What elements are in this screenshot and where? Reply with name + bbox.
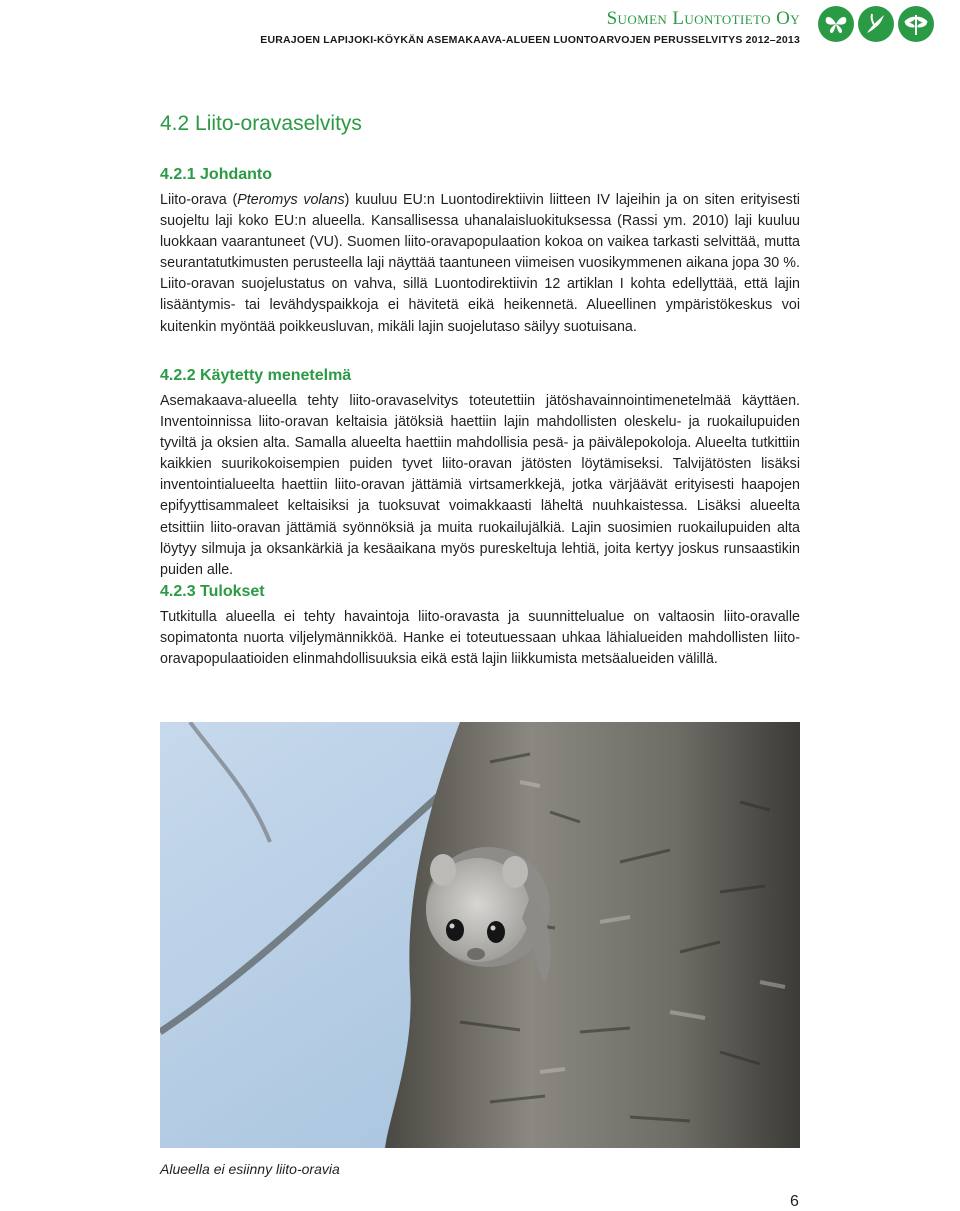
intro-text-before: Liito-orava (	[160, 192, 238, 208]
results-paragraph: Tutkitulla alueella ei tehty havaintoja liito-oravasta ja suunnittelualue on valtaosin liito-oravalle sopimatonta nuorta viljelymännikköä. Hanke ei toteutuessaan uhkaa lähialueiden mahdollisten liito-oravapopulaatioiden elinmahdollisuuksia eikä estä lajin liikkumista metsäalueiden välillä.	[160, 609, 800, 668]
intro-text-after: ) kuuluu EU:n Luontodirektiivin liitteen IV lajeihin ja on siten erityisesti suojeltu laji koko EU:n alueella. Kansallisessa uhanalaisluokituksessa (Rassi ym. 2010) laji kuuluu luokkaan vaarantuneet (VU). Suomen liito-oravapopulaation kokoa on vaikea tarkasti selvittää, mutta seurantatutkimusten perusteella laji näyttää taantuneen viimeisen vuosikymmenen aikana jopa 30 %. Liito-oravan suojelustatus on vahva, sillä Luontodirektiivin 12 artiklan I kohta edellyttää, että lajin lisääntymis- tai levähdyspaikkoja ei hävitetä eikä heikennetä. Alueellinen ympäristökeskus voi kuitenkin myöntää poikkeusluvan, mikäli lajin suojelutaso säilyy suotuisana.	[160, 192, 800, 335]
method-heading: 4.2.2 Käytetty menetelmä	[160, 367, 352, 384]
results-heading: 4.2.3 Tulokset	[160, 583, 265, 600]
butterfly-icon	[818, 6, 854, 42]
header-brand: Suomen Luontotieto Oy	[606, 8, 800, 29]
logo-group	[818, 6, 934, 42]
method-section	[160, 367, 800, 581]
page-number: 6	[790, 1193, 799, 1210]
figure-caption: Alueella ei esiinny liito-oravia	[160, 1161, 340, 1177]
bird-icon	[858, 6, 894, 42]
section-title: 4.2 Liito-oravaselvitys	[160, 112, 362, 135]
dragonfly-icon	[898, 6, 934, 42]
latin-name: Pteromys volans	[237, 192, 345, 208]
intro-paragraph	[160, 190, 800, 338]
results-section	[160, 583, 800, 670]
intro-heading: 4.2.1 Johdanto	[160, 166, 273, 183]
header-subtitle: EURAJOEN LAPIJOKI-KÖYKÄN ASEMAKAAVA-ALUEEN LUONTOARVOJEN PERUSSELVITYS 2012–2013	[260, 34, 800, 46]
intro-section	[160, 166, 800, 338]
method-paragraph: Asemakaava-alueella tehty liito-oravaselvitys toteutettiin jätöshavainnointimenetelmää käyttäen. Inventoinnissa liito-oravan keltaisia jätöksiä haettiin lajin mahdollisten oleskelu- ja ruokailupuiden tyviltä ja oksien alta. Samalla alueelta haettiin mahdollisia pesä- ja päivälepokoloja. Alueelta tutkittiin kaikkien suurikokoisempien puiden tyvet liito-oravan jätösten löytämiseksi. Talvijätösten lisäksi inventointialueelta haettiin liito-oravan jättämiä virtsamerkkejä, jotka värjäävät erityisesti haapojen epifyyttisammaleet keltaisiksi ja tuoksuvat voimakkaasti läheltä nuuhkaistessa. Lisäksi alueelta etsittiin liito-oravan jättämiä syönnöksiä ja muita ruokailujälkiä. Lajin suosimien ruokailupuiden alta löytyy silmuja ja oksankärkiä ja kesäaikana myös pureskeltuja lehtiä, joita kertyy joskus runsaastikin puiden alle.	[160, 393, 800, 578]
flying-squirrel-photo	[160, 722, 800, 1148]
